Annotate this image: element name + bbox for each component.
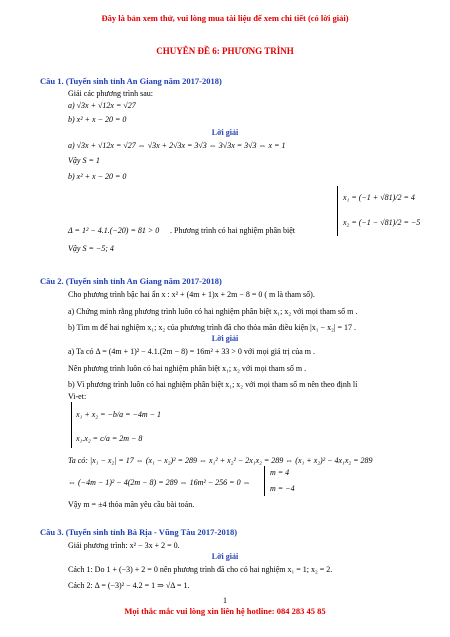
q2-title: Câu 2. (Tuyển sinh tỉnh An Giang năm 2017-2018): [40, 276, 222, 286]
q2-solution-b1: b) Vì phương trình luôn có hai nghiệm phân biệt x₁; x₂ với mọi tham số m nên theo định lí: [68, 380, 358, 389]
q2-vieta-product: x₁.x₂ = c/a = 2m − 8: [76, 434, 143, 443]
q1-result-a: Vậy S = 1: [68, 156, 100, 165]
q3-solution-label: Lời giải: [211, 552, 239, 561]
q2-vieta-sum: x₁ + x₂ = −b/a = −4m − 1: [76, 410, 162, 419]
q1-solution-label: Lời giải: [211, 128, 239, 137]
q2-solution-a1: a) Ta có Δ = (4m + 1)² − 4.1.(2m − 8) = 16m² + 33 > 0 với mọi giá trị của m .: [68, 347, 316, 356]
q1-delta: Δ = 1² − 4.1.(−20) = 81 > 0: [68, 226, 160, 235]
q2-m-1: m = 4: [270, 468, 290, 477]
q3-method-2: Cách 2: Δ = (−3)² − 4.2 = 1 ⇒ √Δ = 1.: [68, 581, 190, 590]
q2-prompt: Cho phương trình bậc hai ẩn x : x² + (4m + 1)x + 2m − 8 = 0 ( m là tham số).: [68, 290, 315, 299]
q1-roots-brace: [337, 186, 338, 236]
q2-part-a: a) Chứng minh rằng phương trình luôn có hai nghiệm phân biệt x₁; x₂ với mọi tham số m .: [68, 307, 358, 316]
q1-root-1: x₁ = (−1 + √81)/2 = 4: [343, 193, 415, 202]
q1-result-b: Vậy S = −5; 4: [68, 244, 114, 253]
q1-roots-text: . Phương trình có hai nghiệm phân biệt: [170, 226, 295, 235]
q2-condition: Ta có: |x₁ − x₂| = 17 ⇔ (x₁ − x₂)² = 289 ⇔ x₁² + x₂² − 2x₁x₂ = 289 ⇔ (x₁ + x₂)² − 4x₁x₂ = 289: [68, 456, 373, 465]
q2-solution-label: Lời giải: [211, 334, 239, 343]
q1-solution-a: a) √3x + √12x = √27 ⇔ √3x + 2√3x = 3√3 ⇔ 3√3x = 3√3 ⇔ x = 1: [68, 141, 286, 150]
q3-title: Câu 3. (Tuyển sinh tỉnh Bà Rịa - Vũng Tàu 2017-2018): [40, 527, 238, 537]
q3-prompt: Giải phương trình: x² − 3x + 2 = 0.: [68, 541, 180, 550]
q2-solution-a2: Nên phương trình luôn có hai nghiệm phân biệt x₁; x₂ với mọi tham số m .: [68, 364, 307, 373]
q2-vieta-brace: [71, 402, 72, 448]
q2-part-b: b) Tìm m để hai nghiệm x₁; x₂ của phương trình đã cho thỏa mãn điều kiện |x₁ − x₂| = 17 .: [68, 323, 356, 332]
q2-step: ⇔ (−4m − 1)² − 4(2m − 8) = 289 ⇔ 16m² − 256 = 0 ⇔: [68, 478, 251, 487]
q2-vieta-label: Vi-et:: [68, 392, 87, 401]
topic-title: CHUYÊN ĐỀ 6: PHƯƠNG TRÌNH: [156, 46, 294, 56]
page-number: 1: [223, 596, 227, 605]
q1-prompt: Giải các phương trình sau:: [68, 89, 153, 98]
q2-m-2: m = −4: [270, 484, 295, 493]
q2-m-brace: [264, 466, 265, 496]
q1-title: Câu 1. (Tuyển sinh tỉnh An Giang năm 2017-2018): [40, 76, 222, 86]
q2-result: Vậy m = ±4 thỏa mãn yêu cầu bài toán.: [68, 500, 195, 509]
q3-method-1: Cách 1: Do 1 + (−3) + 2 = 0 nên phương trình đã cho có hai nghiệm x₁ = 1; x₂ = 2.: [68, 565, 333, 574]
footer-notice: Mọi thắc mắc vui lòng xin liên hệ hotline: 084 283 45 85: [124, 606, 326, 616]
header-notice: Đây là bản xem thử, vui lòng mua tài liệu để xem chi tiết (có lời giải): [101, 13, 349, 23]
q1-part-b: b) x² + x − 20 = 0: [68, 115, 127, 124]
q1-root-2: x₂ = (−1 − √81)/2 = −5: [343, 218, 421, 227]
q1-solution-b: b) x² + x − 20 = 0: [68, 172, 127, 181]
q1-part-a: a) √3x + √12x = √27: [68, 101, 136, 110]
